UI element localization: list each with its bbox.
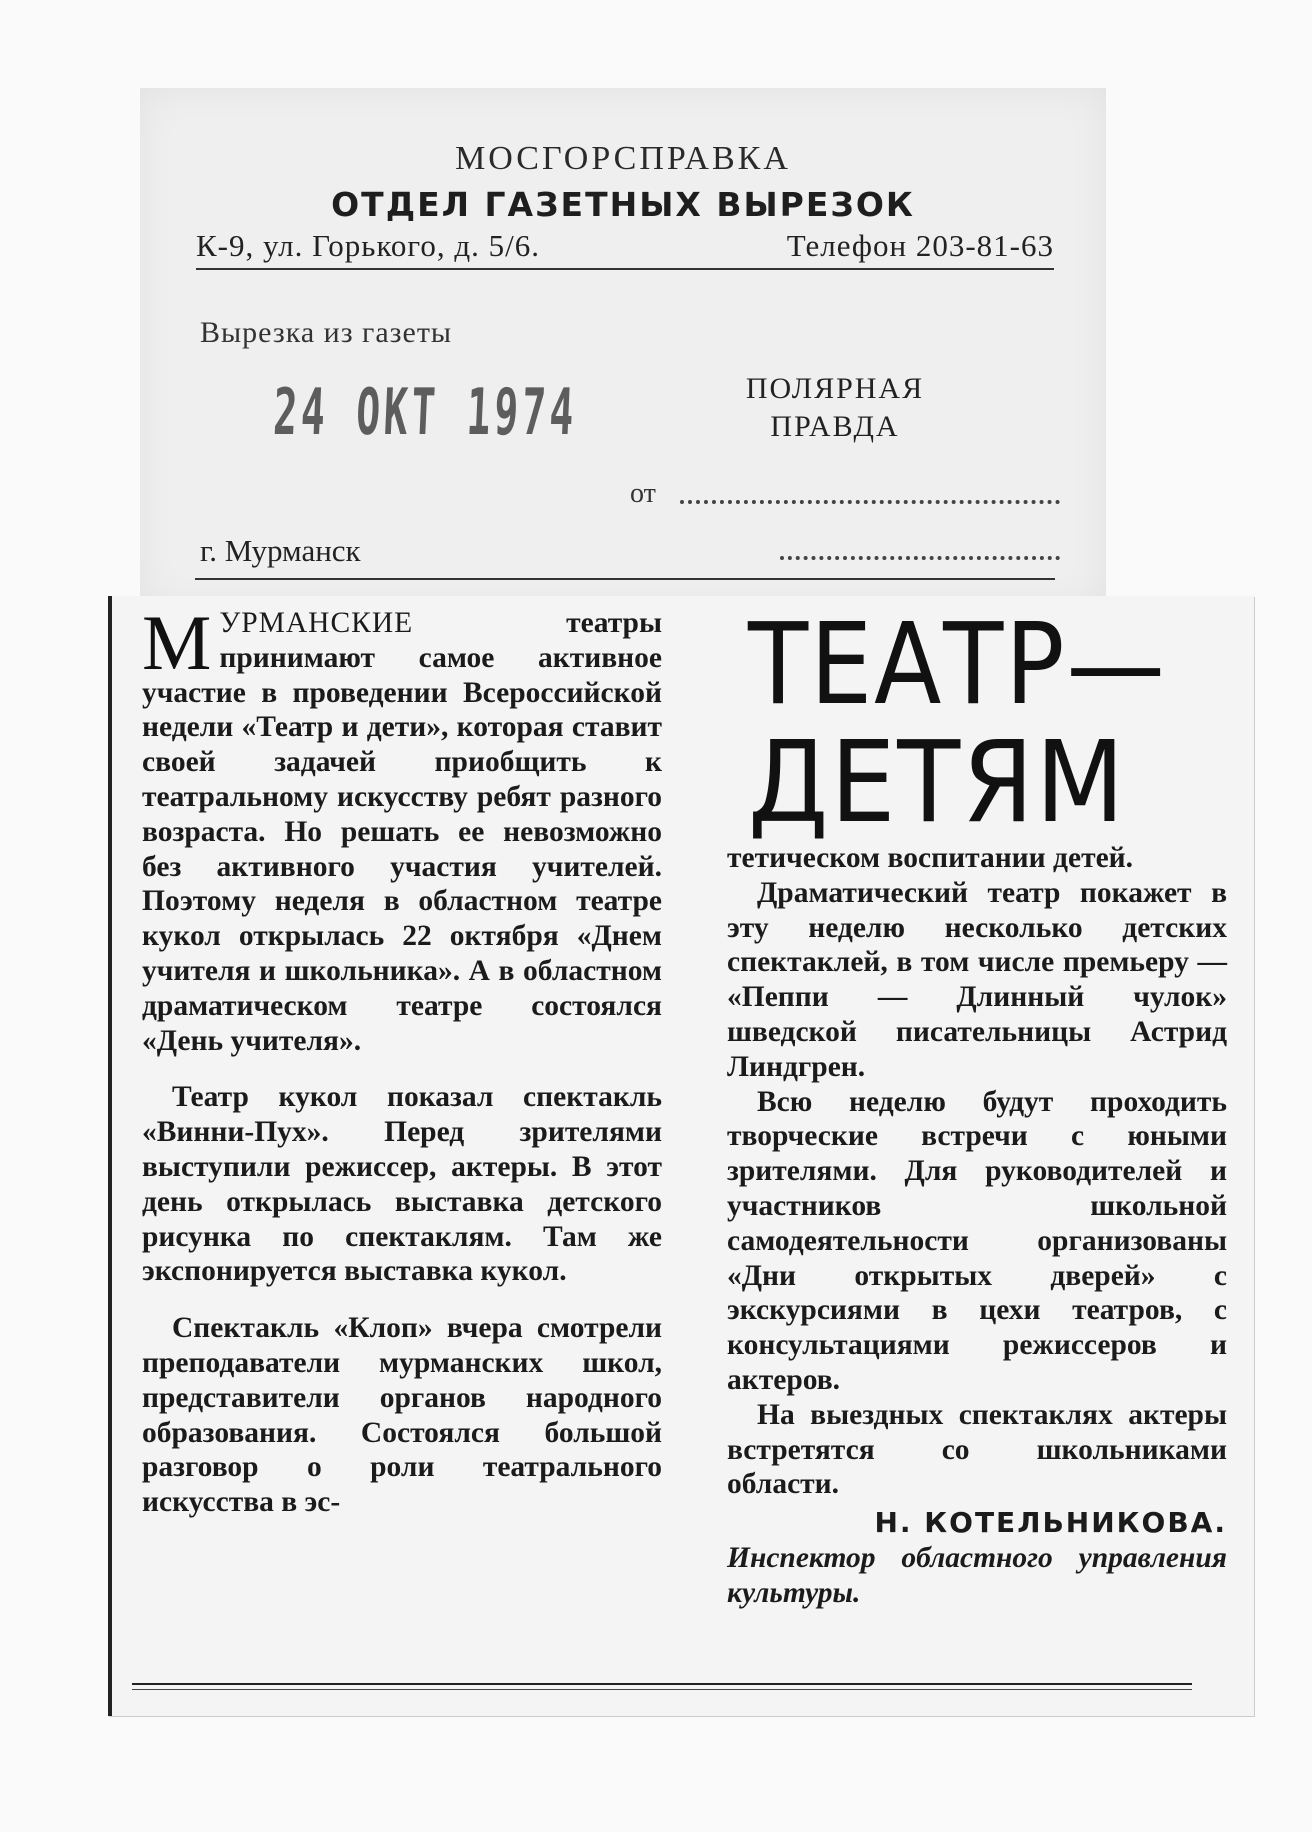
paragraph-4: Драматический театр покажет в эту неделю несколько детских спектаклей, в том числе премьеру — «Пеппи — Длинный чулок» шведской писательницы Астрид Линдгрен. <box>727 876 1227 1083</box>
article-column-right <box>727 841 1227 1611</box>
phone: Телефон 203-81-63 <box>786 228 1054 263</box>
department-name: ОТДЕЛ ГАЗЕТНЫХ ВЫРЕЗОК <box>331 185 915 224</box>
paragraph-5: Всю неделю будут проходить творческие встречи с юными зрителями. Для руководителей и участников школьной самодеятельности организованы «Дни открытых дверей» с экскурсиями в цехи театров, с консультациями режиссеров и актеров. <box>727 1085 1227 1396</box>
lead-caps: УРМАНСКИЕ <box>219 607 414 639</box>
date-stamp: 24 ОКТ 1974 <box>271 376 579 450</box>
lead-text: театры принимают самое активное участие в проведении Всероссийской недели «Театр и дети», которая ставит своей задачей приобщить к театральному искусству ребят разного возраста. Но решать ее невозможно без активного участия учителей. Поэтому неделя в областном театре кукол открылась 22 октября «Днем учителя и школьника». А в областном драматическом театре состоялся «День учителя». <box>142 607 662 1057</box>
lead-paragraph <box>142 599 662 1058</box>
headline-line-1: ТЕАТР— <box>748 600 1167 730</box>
dotted-fill-line <box>680 480 1060 504</box>
newspaper-clipping <box>108 596 1254 1716</box>
newspaper-name <box>715 370 955 446</box>
address-line <box>196 228 1054 270</box>
agency-name: МОСГОРСПРАВКА <box>455 140 791 177</box>
drop-cap: М <box>142 599 212 686</box>
bottom-rule <box>132 1683 1192 1685</box>
address: К-9, ул. Горького, д. 5/6. <box>196 228 541 263</box>
clipping-service-slip <box>140 88 1106 608</box>
author-role: Инспектор областного управления культуры. <box>727 1541 1227 1609</box>
author-name: Н. КОТЕЛЬНИКОВА. <box>874 1506 1227 1540</box>
paragraph-6: На выездных спектаклях актеры встретятся со школьниками области. <box>727 1398 1227 1501</box>
clipping-from-label: Вырезка из газеты <box>200 316 453 349</box>
from-label: от <box>630 478 656 509</box>
paragraph-2: Театр кукол показал спектакль «Винни-Пух». Перед зрителями выступили режиссер, актеры. В этот день открылась выставка детского рисунка по спектаклям. Там же экспонируется выставка кукол. <box>142 1081 662 1288</box>
divider-rule <box>195 578 1055 580</box>
newspaper-name-line1: ПОЛЯРНАЯ <box>745 372 925 405</box>
city-label: г. Мурманск <box>200 533 361 568</box>
bottom-rule-thin <box>132 1689 1192 1690</box>
dotted-fill-line <box>780 536 1060 560</box>
paragraph-3-continued: тетическом воспитании детей. <box>727 842 1134 874</box>
article-headline <box>712 600 1232 848</box>
paragraph-3: Спектакль «Клоп» вчера смотрели преподаватели мурманских школ, представители органов народного образования. Состоялся большой разговор о роли театрального искусства в эс- <box>142 1312 662 1519</box>
headline-line-2: ДЕТЯМ <box>748 718 1127 848</box>
article-column-left <box>142 599 662 1520</box>
newspaper-name-line2: ПРАВДА <box>770 410 900 443</box>
